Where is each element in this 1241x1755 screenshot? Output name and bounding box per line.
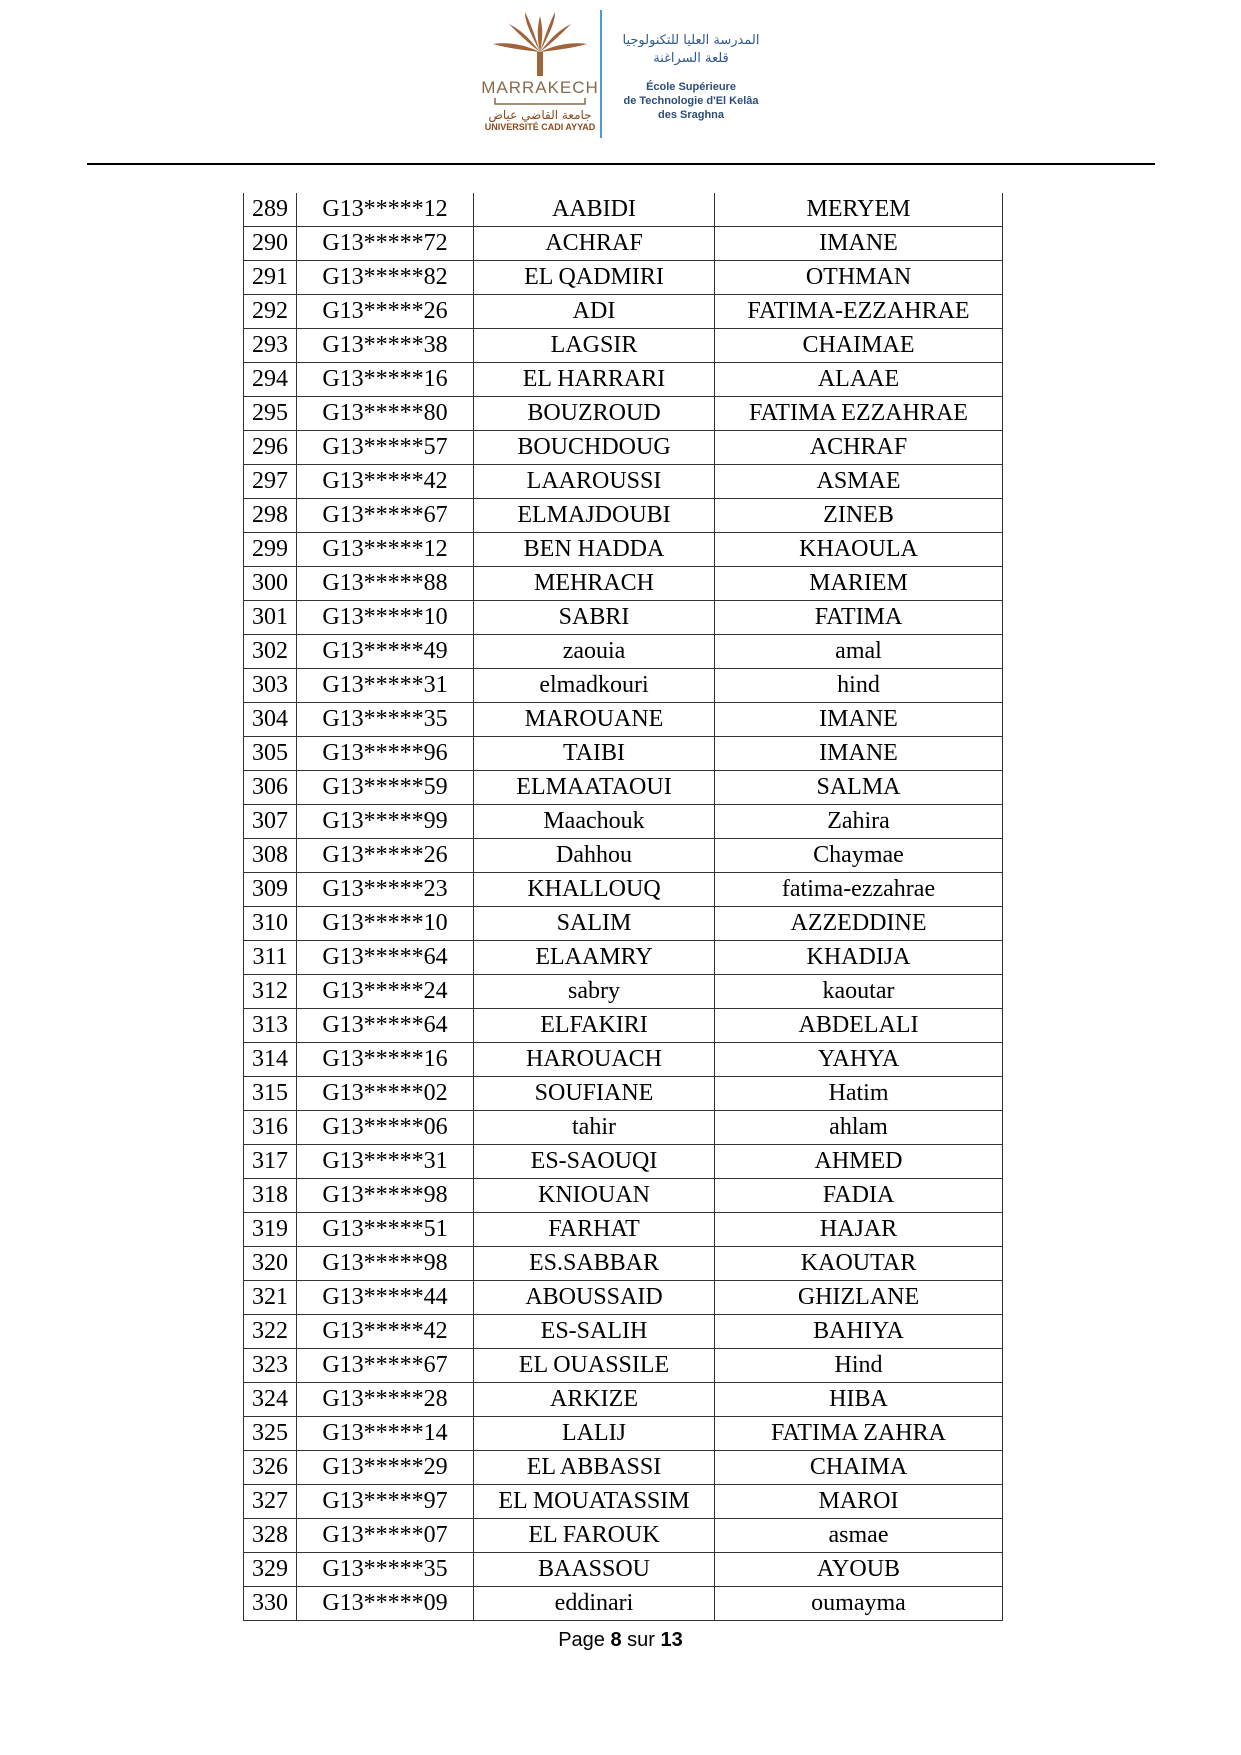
row-number-cell: 314 <box>244 1043 297 1077</box>
row-number-cell: 295 <box>244 397 297 431</box>
last-name-cell: ELMAJDOUBI <box>474 499 715 533</box>
last-name-cell: sabry <box>474 975 715 1009</box>
last-name-cell: ES-SAOUQI <box>474 1145 715 1179</box>
table-row <box>244 1587 1003 1621</box>
table-row <box>244 771 1003 805</box>
first-name-cell: IMANE <box>715 227 1003 261</box>
first-name-cell: ASMAE <box>715 465 1003 499</box>
first-name-cell: HAJAR <box>715 1213 1003 1247</box>
student-id-cell: G13*****96 <box>297 737 474 771</box>
first-name-cell: MERYEM <box>715 193 1003 227</box>
first-name-cell: AHMED <box>715 1145 1003 1179</box>
table-row <box>244 465 1003 499</box>
student-id-cell: G13*****49 <box>297 635 474 669</box>
table-row <box>244 1383 1003 1417</box>
last-name-cell: Maachouk <box>474 805 715 839</box>
school-name-fr-line2: de Technologie d'El Kelâa <box>623 95 759 107</box>
row-number-cell: 290 <box>244 227 297 261</box>
last-name-cell: LAAROUSSI <box>474 465 715 499</box>
first-name-cell: MAROI <box>715 1485 1003 1519</box>
footer-total-pages: 13 <box>660 1629 683 1651</box>
row-number-cell: 304 <box>244 703 297 737</box>
row-number-cell: 306 <box>244 771 297 805</box>
row-number-cell: 329 <box>244 1553 297 1587</box>
student-list-table <box>243 193 1003 1621</box>
university-name-fr: UNIVERSITÉ CADI AYYAD <box>484 122 596 132</box>
last-name-cell: LALIJ <box>474 1417 715 1451</box>
first-name-cell: amal <box>715 635 1003 669</box>
last-name-cell: KHALLOUQ <box>474 873 715 907</box>
first-name-cell: SALMA <box>715 771 1003 805</box>
last-name-cell: ABOUSSAID <box>474 1281 715 1315</box>
first-name-cell: ABDELALI <box>715 1009 1003 1043</box>
header-divider <box>600 10 602 138</box>
school-name-fr-line3: des Sraghna <box>657 109 725 121</box>
footer-prefix: Page <box>558 1629 605 1651</box>
student-id-cell: G13*****24 <box>297 975 474 1009</box>
table-row <box>244 1111 1003 1145</box>
logo-city-text: MARRAKECH <box>481 78 599 97</box>
table-row <box>244 567 1003 601</box>
school-name-fr-line1: École Supérieure <box>646 81 736 93</box>
table-row <box>244 1553 1003 1587</box>
footer-middle: sur <box>627 1629 655 1651</box>
row-number-cell: 302 <box>244 635 297 669</box>
first-name-cell: IMANE <box>715 737 1003 771</box>
table-row <box>244 1519 1003 1553</box>
last-name-cell: EL HARRARI <box>474 363 715 397</box>
row-number-cell: 296 <box>244 431 297 465</box>
row-number-cell: 318 <box>244 1179 297 1213</box>
table-row <box>244 261 1003 295</box>
row-number-cell: 289 <box>244 193 297 227</box>
student-id-cell: G13*****80 <box>297 397 474 431</box>
school-name-fr <box>606 80 776 122</box>
row-number-cell: 316 <box>244 1111 297 1145</box>
student-id-cell: G13*****44 <box>297 1281 474 1315</box>
row-number-cell: 323 <box>244 1349 297 1383</box>
student-id-cell: G13*****38 <box>297 329 474 363</box>
first-name-cell: ACHRAF <box>715 431 1003 465</box>
row-number-cell: 291 <box>244 261 297 295</box>
student-id-cell: G13*****72 <box>297 227 474 261</box>
student-id-cell: G13*****64 <box>297 1009 474 1043</box>
first-name-cell: CHAIMA <box>715 1451 1003 1485</box>
row-number-cell: 294 <box>244 363 297 397</box>
university-logo <box>480 8 600 138</box>
last-name-cell: elmadkouri <box>474 669 715 703</box>
row-number-cell: 292 <box>244 295 297 329</box>
row-number-cell: 311 <box>244 941 297 975</box>
student-id-cell: G13*****59 <box>297 771 474 805</box>
first-name-cell: KHADIJA <box>715 941 1003 975</box>
row-number-cell: 308 <box>244 839 297 873</box>
last-name-cell: MEHRACH <box>474 567 715 601</box>
school-name-ar-line1: المدرسة العليا للتكنولوجيا <box>622 33 760 48</box>
student-id-cell: G13*****42 <box>297 1315 474 1349</box>
row-number-cell: 330 <box>244 1587 297 1621</box>
palm-tree-icon <box>485 8 595 78</box>
row-number-cell: 326 <box>244 1451 297 1485</box>
first-name-cell: Zahira <box>715 805 1003 839</box>
student-id-cell: G13*****07 <box>297 1519 474 1553</box>
row-number-cell: 298 <box>244 499 297 533</box>
first-name-cell: BAHIYA <box>715 1315 1003 1349</box>
first-name-cell: FATIMA <box>715 601 1003 635</box>
first-name-cell: FATIMA EZZAHRAE <box>715 397 1003 431</box>
first-name-cell: AYOUB <box>715 1553 1003 1587</box>
row-number-cell: 322 <box>244 1315 297 1349</box>
first-name-cell: ahlam <box>715 1111 1003 1145</box>
table-row <box>244 839 1003 873</box>
last-name-cell: FARHAT <box>474 1213 715 1247</box>
student-id-cell: G13*****06 <box>297 1111 474 1145</box>
page-footer <box>0 1629 1241 1652</box>
row-number-cell: 303 <box>244 669 297 703</box>
table-row <box>244 1043 1003 1077</box>
student-id-cell: G13*****31 <box>297 669 474 703</box>
header-rule <box>87 163 1155 165</box>
school-logo-text <box>606 32 776 122</box>
student-id-cell: G13*****57 <box>297 431 474 465</box>
school-name-ar-line2: قلعة السراغنة <box>653 51 729 66</box>
table-row <box>244 1417 1003 1451</box>
row-number-cell: 312 <box>244 975 297 1009</box>
row-number-cell: 297 <box>244 465 297 499</box>
first-name-cell: YAHYA <box>715 1043 1003 1077</box>
student-id-cell: G13*****28 <box>297 1383 474 1417</box>
first-name-cell: Chaymae <box>715 839 1003 873</box>
first-name-cell: Hind <box>715 1349 1003 1383</box>
row-number-cell: 324 <box>244 1383 297 1417</box>
table-row <box>244 193 1003 227</box>
row-number-cell: 317 <box>244 1145 297 1179</box>
last-name-cell: BOUCHDOUG <box>474 431 715 465</box>
last-name-cell: EL ABBASSI <box>474 1451 715 1485</box>
last-name-cell: SOUFIANE <box>474 1077 715 1111</box>
table-row <box>244 1077 1003 1111</box>
first-name-cell: KAOUTAR <box>715 1247 1003 1281</box>
student-id-cell: G13*****31 <box>297 1145 474 1179</box>
table-row <box>244 1349 1003 1383</box>
last-name-cell: MAROUANE <box>474 703 715 737</box>
last-name-cell: EL MOUATASSIM <box>474 1485 715 1519</box>
last-name-cell: ELAAMRY <box>474 941 715 975</box>
row-number-cell: 307 <box>244 805 297 839</box>
first-name-cell: kaoutar <box>715 975 1003 1009</box>
row-number-cell: 310 <box>244 907 297 941</box>
table-row <box>244 1247 1003 1281</box>
student-id-cell: G13*****51 <box>297 1213 474 1247</box>
last-name-cell: SABRI <box>474 601 715 635</box>
student-id-cell: G13*****35 <box>297 1553 474 1587</box>
row-number-cell: 320 <box>244 1247 297 1281</box>
first-name-cell: ZINEB <box>715 499 1003 533</box>
student-id-cell: G13*****98 <box>297 1179 474 1213</box>
first-name-cell: HIBA <box>715 1383 1003 1417</box>
first-name-cell: asmae <box>715 1519 1003 1553</box>
table-row <box>244 975 1003 1009</box>
last-name-cell: ACHRAF <box>474 227 715 261</box>
row-number-cell: 319 <box>244 1213 297 1247</box>
student-id-cell: G13*****26 <box>297 295 474 329</box>
last-name-cell: tahir <box>474 1111 715 1145</box>
table-row <box>244 601 1003 635</box>
last-name-cell: KNIOUAN <box>474 1179 715 1213</box>
first-name-cell: FATIMA ZAHRA <box>715 1417 1003 1451</box>
last-name-cell: HAROUACH <box>474 1043 715 1077</box>
last-name-cell: EL FAROUK <box>474 1519 715 1553</box>
table-row <box>244 907 1003 941</box>
university-name-ar: جامعة القاضي عياض <box>488 108 592 122</box>
first-name-cell: OTHMAN <box>715 261 1003 295</box>
last-name-cell: BAASSOU <box>474 1553 715 1587</box>
table-row <box>244 397 1003 431</box>
logo-bracket-icon <box>490 98 590 106</box>
first-name-cell: Hatim <box>715 1077 1003 1111</box>
last-name-cell: eddinari <box>474 1587 715 1621</box>
row-number-cell: 313 <box>244 1009 297 1043</box>
student-list-body <box>244 193 1003 1621</box>
table-row <box>244 1213 1003 1247</box>
last-name-cell: ADI <box>474 295 715 329</box>
last-name-cell: BOUZROUD <box>474 397 715 431</box>
last-name-cell: ES.SABBAR <box>474 1247 715 1281</box>
last-name-cell: EL OUASSILE <box>474 1349 715 1383</box>
last-name-cell: ELFAKIRI <box>474 1009 715 1043</box>
table-row <box>244 941 1003 975</box>
student-id-cell: G13*****10 <box>297 601 474 635</box>
row-number-cell: 309 <box>244 873 297 907</box>
last-name-cell: SALIM <box>474 907 715 941</box>
row-number-cell: 293 <box>244 329 297 363</box>
student-id-cell: G13*****64 <box>297 941 474 975</box>
footer-current-page: 8 <box>610 1629 622 1651</box>
last-name-cell: ARKIZE <box>474 1383 715 1417</box>
last-name-cell: LAGSIR <box>474 329 715 363</box>
table-row <box>244 873 1003 907</box>
row-number-cell: 328 <box>244 1519 297 1553</box>
student-id-cell: G13*****23 <box>297 873 474 907</box>
table-row <box>244 499 1003 533</box>
student-id-cell: G13*****29 <box>297 1451 474 1485</box>
last-name-cell: Dahhou <box>474 839 715 873</box>
first-name-cell: AZZEDDINE <box>715 907 1003 941</box>
first-name-cell: FATIMA-EZZAHRAE <box>715 295 1003 329</box>
first-name-cell: fatima-ezzahrae <box>715 873 1003 907</box>
table-row <box>244 533 1003 567</box>
student-id-cell: G13*****82 <box>297 261 474 295</box>
row-number-cell: 301 <box>244 601 297 635</box>
table-row <box>244 295 1003 329</box>
table-row <box>244 635 1003 669</box>
table-row <box>244 737 1003 771</box>
student-id-cell: G13*****16 <box>297 1043 474 1077</box>
last-name-cell: AABIDI <box>474 193 715 227</box>
student-id-cell: G13*****09 <box>297 1587 474 1621</box>
first-name-cell: FADIA <box>715 1179 1003 1213</box>
table-row <box>244 363 1003 397</box>
row-number-cell: 325 <box>244 1417 297 1451</box>
student-id-cell: G13*****67 <box>297 1349 474 1383</box>
first-name-cell: hind <box>715 669 1003 703</box>
student-id-cell: G13*****02 <box>297 1077 474 1111</box>
last-name-cell: BEN HADDA <box>474 533 715 567</box>
first-name-cell: GHIZLANE <box>715 1281 1003 1315</box>
table-row <box>244 805 1003 839</box>
table-row <box>244 329 1003 363</box>
student-id-cell: G13*****88 <box>297 567 474 601</box>
last-name-cell: TAIBI <box>474 737 715 771</box>
student-id-cell: G13*****67 <box>297 499 474 533</box>
table-row <box>244 227 1003 261</box>
table-row <box>244 703 1003 737</box>
last-name-cell: zaouia <box>474 635 715 669</box>
student-id-cell: G13*****26 <box>297 839 474 873</box>
row-number-cell: 305 <box>244 737 297 771</box>
first-name-cell: IMANE <box>715 703 1003 737</box>
student-id-cell: G13*****10 <box>297 907 474 941</box>
table-row <box>244 1485 1003 1519</box>
last-name-cell: ELMAATAOUI <box>474 771 715 805</box>
last-name-cell: EL QADMIRI <box>474 261 715 295</box>
table-row <box>244 431 1003 465</box>
first-name-cell: ALAAE <box>715 363 1003 397</box>
row-number-cell: 321 <box>244 1281 297 1315</box>
row-number-cell: 300 <box>244 567 297 601</box>
student-id-cell: G13*****42 <box>297 465 474 499</box>
document-header <box>0 0 1241 150</box>
table-row <box>244 1451 1003 1485</box>
row-number-cell: 327 <box>244 1485 297 1519</box>
last-name-cell: ES-SALIH <box>474 1315 715 1349</box>
student-id-cell: G13*****99 <box>297 805 474 839</box>
first-name-cell: MARIEM <box>715 567 1003 601</box>
row-number-cell: 315 <box>244 1077 297 1111</box>
student-id-cell: G13*****12 <box>297 193 474 227</box>
table-row <box>244 669 1003 703</box>
first-name-cell: oumayma <box>715 1587 1003 1621</box>
student-id-cell: G13*****98 <box>297 1247 474 1281</box>
student-id-cell: G13*****35 <box>297 703 474 737</box>
table-row <box>244 1179 1003 1213</box>
table-row <box>244 1281 1003 1315</box>
row-number-cell: 299 <box>244 533 297 567</box>
student-id-cell: G13*****16 <box>297 363 474 397</box>
first-name-cell: CHAIMAE <box>715 329 1003 363</box>
student-id-cell: G13*****14 <box>297 1417 474 1451</box>
table-row <box>244 1009 1003 1043</box>
student-id-cell: G13*****12 <box>297 533 474 567</box>
first-name-cell: KHAOULA <box>715 533 1003 567</box>
table-row <box>244 1145 1003 1179</box>
table-row <box>244 1315 1003 1349</box>
student-id-cell: G13*****97 <box>297 1485 474 1519</box>
